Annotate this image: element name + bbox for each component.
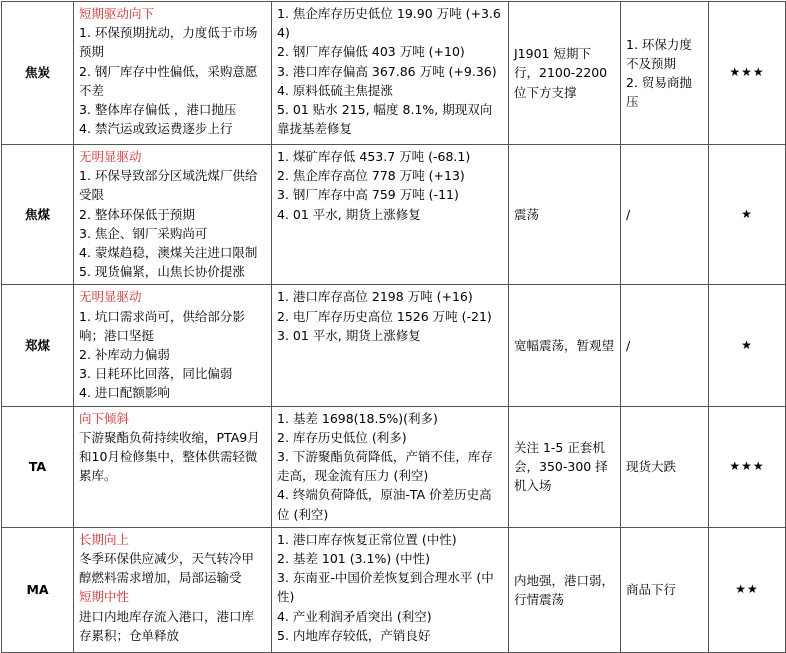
driver-item: 2. 整体环保低于预期	[79, 206, 195, 222]
driver-heading: 无明显驱动	[79, 289, 142, 305]
table-row	[2, 406, 786, 527]
driver-item: 进口内地库存流入港口，港口库存累积；仓单释放	[79, 608, 255, 643]
driver-cell	[74, 406, 272, 527]
risk-cell: 商品下行	[621, 527, 709, 652]
data-cell	[272, 406, 509, 527]
driver-item: 1. 环保导致部分区域洗煤厂供给受限	[79, 168, 258, 203]
strategy-cell: 内地强，港口弱，行情震荡	[509, 527, 621, 652]
data-cell	[272, 2, 509, 145]
driver-heading: 长期向上	[79, 531, 130, 547]
data-item: 3. 东南亚-中国价差恢复到合理水平 (中性)	[277, 570, 494, 605]
driver-heading: 无明显驱动	[79, 149, 142, 164]
driver-heading: 向下倾斜	[79, 410, 130, 426]
data-item: 3. 钢厂库存中高 759 万吨 (-11)	[277, 187, 459, 203]
driver-item: 4. 禁汽运或致运费逐步上行	[79, 121, 233, 137]
driver-item: 冬季环保供应减少，天气转冷甲醇燃料需求增加，局部运输受	[79, 551, 255, 586]
rating-stars: ★★★	[709, 2, 786, 145]
data-cell	[272, 285, 509, 406]
data-cell	[272, 145, 509, 285]
commodity-table	[1, 1, 786, 653]
driver-heading: 短期驱动向下	[79, 6, 155, 21]
rating-stars: ★	[709, 145, 786, 285]
data-item: 4. 产业利润矛盾突出 (利空)	[277, 608, 432, 624]
driver-item: 3. 日耗环比回落，同比偏弱	[79, 366, 233, 382]
driver-item: 5. 现货偏紧，山焦长协价提涨	[79, 264, 245, 280]
driver-item: 4. 进口配额影响	[79, 385, 170, 401]
data-item: 3. 港口库存偏高 367.86 万吨 (+9.36)	[277, 63, 497, 79]
data-item: 4. 01 平水, 期货上涨修复	[277, 206, 421, 222]
data-item: 3. 下游聚酯负荷降低，产销不佳，库存走高，现金流有压力 (利空)	[277, 449, 493, 484]
data-item: 2. 库存历史低位 (利多)	[277, 429, 407, 445]
data-item: 2. 钢厂库存偏低 403 万吨 (+10)	[277, 44, 465, 60]
driver-cell	[74, 145, 272, 285]
driver-item: 2. 钢厂库存中性偏低，采购意愿不差	[79, 63, 258, 98]
rating-stars: ★★	[709, 527, 786, 652]
commodity-name: MA	[2, 527, 74, 652]
commodity-name: 郑煤	[2, 285, 74, 406]
data-item: 2. 基差 101 (3.1%) (中性)	[277, 551, 430, 567]
driver-item: 2. 补库动力偏弱	[79, 347, 170, 363]
driver-item: 3. 整体库存偏低 ，港口抛压	[79, 102, 237, 118]
table-row	[2, 2, 786, 145]
data-item: 4. 原料低硫主焦提涨	[277, 82, 393, 98]
rating-stars: ★★★	[709, 406, 786, 527]
data-item: 3. 01 平水, 期货上涨修复	[277, 327, 421, 343]
table-row	[2, 527, 786, 652]
data-item: 2. 焦企库存高位 778 万吨 (+13)	[277, 168, 465, 184]
driver-item: 1. 坑口需求尚可，供给部分影响；港口坚挺	[79, 308, 245, 343]
risk-cell: 1. 环保力度不及预期 2. 贸易商抛压	[621, 2, 709, 145]
commodity-name: 焦煤	[2, 145, 74, 285]
driver-item: 1. 环保预期扰动，力度低于市场预期	[79, 25, 258, 60]
data-item: 1. 煤矿库存低 453.7 万吨 (-68.1)	[277, 149, 471, 164]
data-item: 1. 港口库存高位 2198 万吨 (+16)	[277, 289, 473, 305]
data-item: 2. 电厂库存历史高位 1526 万吨 (-21)	[277, 308, 492, 324]
data-cell	[272, 527, 509, 652]
table-row	[2, 285, 786, 406]
driver-cell	[74, 527, 272, 652]
rating-stars: ★	[709, 285, 786, 406]
table-row	[2, 145, 786, 285]
data-item: 1. 焦企库存历史低位 19.90 万吨 (+3.64)	[277, 6, 501, 41]
risk-cell: 现货大跌	[621, 406, 709, 527]
commodity-name: 焦炭	[2, 2, 74, 145]
driver-item: 3. 焦企、钢厂采购尚可	[79, 225, 208, 241]
data-item: 1. 港口库存恢复正常位置 (中性)	[277, 531, 457, 547]
strategy-cell: 关注 1-5 正套机会，350-300 择机入场	[509, 406, 621, 527]
strategy-cell: 震荡	[509, 145, 621, 285]
driver-item: 4. 蒙煤趋稳，澳煤关注进口限制	[79, 245, 258, 261]
data-item: 4. 终端负荷降低，原油-TA 价差历史高位 (利空)	[277, 487, 492, 522]
driver-heading: 短期中性	[79, 589, 130, 605]
data-item: 1. 基差 1698(18.5%)(利多)	[277, 410, 438, 426]
driver-cell	[74, 2, 272, 145]
risk-cell: /	[621, 145, 709, 285]
driver-item: 下游聚酯负荷持续收缩，PTA9月和10月检修集中，整体供需轻微累库。	[79, 429, 260, 484]
commodity-name: TA	[2, 406, 74, 527]
data-item: 5. 01 贴水 215, 幅度 8.1%, 期现双向靠拢基差修复	[277, 102, 493, 137]
data-item: 5. 内地库存较低，产销良好	[277, 627, 431, 643]
strategy-cell: J1901 短期下行，2100-2200 位下方支撑	[509, 2, 621, 145]
risk-cell: /	[621, 285, 709, 406]
driver-cell	[74, 285, 272, 406]
strategy-cell: 宽幅震荡，暂观望	[509, 285, 621, 406]
